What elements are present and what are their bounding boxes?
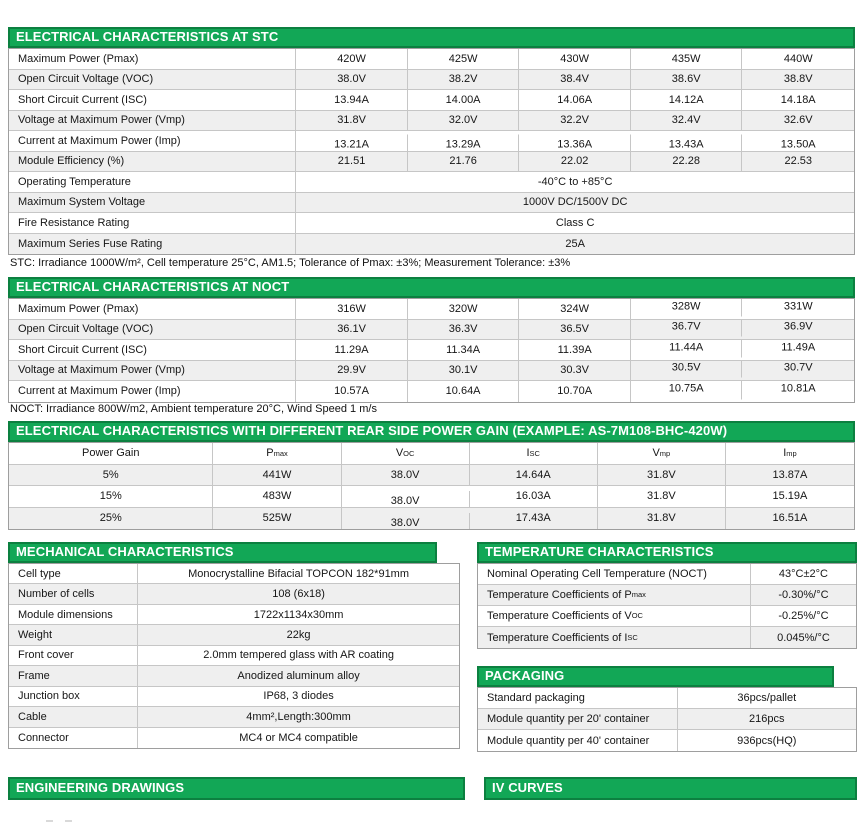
row-label: Short Circuit Current (ISC) [9,90,296,110]
cell-value: Monocrystalline Bifacial TOPCON 182*91mm [188,567,410,580]
cell-value: 36pcs/pallet [737,692,797,704]
cell-value: 14.12A [631,90,743,110]
cell-value: 31.8V [598,486,726,507]
table-row [478,709,856,730]
cell-value: 936pcs(HQ) [737,734,797,747]
cell-value: -0.25%/°C [778,610,829,622]
cell-value: 525W [213,508,341,530]
stc-note: STC: Irradiance 1000W/m², Cell temperature 25°C, AM1.5; Tolerance of Pmax: ±3%; Measurement Tolerance: ±3% [10,257,571,269]
cell-value: 13.87A [772,468,808,481]
cell-value: 11.29A [296,340,408,360]
cell-value: 10.70A [519,381,631,402]
row-label: Cable [9,707,138,726]
cell-value: 30.1V [408,361,520,381]
cell-value: 22.53 [784,155,812,168]
cell-value: Anodized aluminum alloy [237,669,360,682]
cell-value: 435W [631,49,743,69]
row-label: Maximum Power (Pmax) [9,299,296,319]
cell-value: 11.34A [408,340,520,360]
cell-value: 43°C±2°C [778,568,828,580]
table-row [9,707,459,727]
cut-off-content [46,809,84,827]
cell-value: 10.81A [780,382,816,395]
cell-value: 31.8V [598,465,726,486]
cell-value: 320W [408,299,520,319]
row-label: Temperature Coefficients of V OC [478,606,751,626]
row-label: Module dimensions [9,605,138,624]
cell-value: 440W [783,52,813,65]
cell-value: 30.7V [783,361,813,374]
cell-value: 14.64A [470,465,598,486]
table-row [9,234,854,255]
cell-value: 108 (6x18) [272,588,325,601]
cell-value: IP68, 3 diodes [263,690,334,703]
row-label: Module quantity per 40' container [478,730,678,751]
cell-value: 22.28 [631,152,743,172]
packaging-table [477,687,857,752]
mechanical-table [8,563,460,749]
row-label: Current at Maximum Power (Imp) [9,381,296,402]
cell-value: 14.18A [780,93,816,106]
cell-value: 38.4V [519,70,631,90]
cell-value: 430W [519,49,631,69]
row-label: Weight [9,625,138,644]
section-header-temperature: TEMPERATURE CHARACTERISTICS [477,542,857,563]
table-row [9,465,854,487]
cell-value: 25A [565,237,585,250]
row-label: Current at Maximum Power (Imp) [9,131,296,151]
table-row [9,152,854,173]
cell-value: 32.6V [783,114,813,127]
table-row [478,688,856,709]
cell-value: 38.8V [783,73,813,86]
table-row [9,193,854,214]
cell-value: Class C [555,216,595,229]
row-label: Maximum Series Fuse Rating [9,234,296,255]
cell-value: 21.76 [408,152,520,172]
table-row [9,49,854,70]
row-label: Frame [9,666,138,685]
cell-value: 17.43A [470,508,598,530]
table-row [9,213,854,234]
table-row [9,646,459,666]
cell-value: 10.75A [631,381,743,399]
cell-value: 15% [9,486,213,507]
cell-value: -40°C to +85°C [537,175,613,188]
cell-value: 13.29A [408,135,520,152]
cell-value: 38.0V [342,491,470,508]
table-row [9,687,459,707]
row-label: Open Circuit Voltage (VOC) [9,320,296,340]
table-row [478,730,856,751]
cell-value: 328W [631,299,743,316]
cell-value: 30.3V [519,361,631,381]
stc-table [8,48,855,255]
cell-value: MC4 or MC4 compatible [239,731,358,744]
cell-value: 38.2V [408,70,520,90]
cell-value: 331W [783,300,813,313]
table-row [9,340,854,361]
cell-value: 32.4V [631,111,743,131]
cell-value: 441W [213,465,341,486]
cell-value: 32.0V [408,111,520,131]
row-label: Maximum Power (Pmax) [9,49,296,69]
section-header-packaging: PACKAGING [477,666,834,687]
table-row [9,728,459,748]
row-label: Voltage at Maximum Power (Vmp) [9,361,296,381]
cell-value: 0.045%/°C [777,631,830,644]
row-label: Nominal Operating Cell Temperature (NOCT) [478,564,751,584]
section-header-stc: ELECTRICAL CHARACTERISTICS AT STC [8,27,855,48]
cell-value: 36.1V [296,320,408,340]
column-header: I mp [783,447,797,460]
row-label: Temperature Coefficients of P max [478,585,751,605]
row-label: Temperature Coefficients of I SC [478,627,751,648]
cell-value: -0.30%/°C [778,589,829,601]
cell-value: 38.0V [342,465,470,486]
column-header: P max [213,443,341,464]
row-label: Module quantity per 20' container [478,709,678,729]
table-row [9,666,459,686]
cell-value: 420W [296,49,408,69]
row-label: Open Circuit Voltage (VOC) [9,70,296,90]
section-header-mechanical: MECHANICAL CHARACTERISTICS [8,542,437,563]
cell-value: 31.8V [296,111,408,131]
cell-value: 38.0V [296,70,408,90]
cell-value: 31.8V [598,508,726,530]
row-label: Front cover [9,646,138,665]
gain-header-row [9,443,854,465]
table-row [9,625,459,645]
row-label: Standard packaging [478,688,678,708]
cell-value: 11.49A [781,341,816,354]
table-row [9,320,854,341]
cell-value: 32.2V [519,111,631,131]
table-row [9,584,459,604]
cell-value: 483W [213,486,341,507]
cell-value: 14.06A [519,90,631,110]
column-header: Power Gain [9,443,213,464]
row-label: Number of cells [9,584,138,603]
cell-value: 38.0V [342,513,470,530]
cell-value: 36.3V [408,320,520,340]
table-row [9,361,854,382]
cell-value: 10.64A [408,381,520,402]
row-label: Maximum System Voltage [9,193,296,213]
section-header-iv-curves: IV CURVES [484,777,857,800]
cell-value: 13.43A [631,135,743,152]
cell-value: 1000V DC/1500V DC [522,196,628,209]
cell-value: 36.9V [783,320,813,333]
temperature-table [477,563,857,649]
row-label: Cell type [9,564,138,583]
cell-value: 11.44A [631,340,743,357]
section-header-noct: ELECTRICAL CHARACTERISTICS AT NOCT [8,277,855,298]
cell-value: 11.39A [519,340,631,360]
table-row [9,299,854,320]
cell-value: 316W [296,299,408,319]
cell-value: 22.02 [519,152,631,172]
table-row [9,508,854,530]
table-row [478,564,856,585]
section-header-rear-gain: ELECTRICAL CHARACTERISTICS WITH DIFFERENT REAR SIDE POWER GAIN (EXAMPLE: AS-7M108-BHC-420W) [8,421,855,442]
cell-value: 324W [519,299,631,319]
row-label: Voltage at Maximum Power (Vmp) [9,111,296,131]
cell-value: 4mm²,Length:300mm [246,710,351,723]
noct-table [8,298,855,403]
column-header: V mp [598,443,726,464]
cell-value: 29.9V [296,361,408,381]
table-row [9,486,854,508]
cell-value: 36.7V [631,320,743,337]
table-row [9,131,854,152]
cell-value: 10.57A [296,381,408,402]
cell-value: 14.00A [408,90,520,110]
cell-value: 13.21A [296,135,408,152]
cell-value: 36.5V [519,320,631,340]
cell-value: 425W [408,49,520,69]
cell-value: 21.51 [296,152,408,172]
noct-note: NOCT: Irradiance 800W/m2, Ambient temperature 20°C, Wind Speed 1 m/s [10,403,377,415]
row-label: Short Circuit Current (ISC) [9,340,296,360]
cell-value: 38.6V [631,70,743,90]
column-header: I SC [470,443,598,464]
table-row [9,111,854,132]
table-row [9,605,459,625]
cell-value: 13.94A [296,90,408,110]
cell-value: 5% [9,465,213,486]
table-row [9,564,459,584]
cell-value: 1722x1134x30mm [253,608,344,621]
section-header-engineering-drawings: ENGINEERING DRAWINGS [8,777,465,800]
cell-value: 13.50A [780,138,816,151]
rear-gain-table [8,442,855,530]
row-label: Fire Resistance Rating [9,213,296,233]
table-row [9,172,854,193]
cell-value: 15.19A [772,490,808,503]
row-label: Junction box [9,687,138,706]
table-row [9,70,854,91]
cell-value: 22kg [286,629,311,642]
cell-value: 16.51A [772,512,808,525]
cell-value: 30.5V [631,361,743,378]
cell-value: 2.0mm tempered glass with AR coating [203,649,394,662]
table-row [478,585,856,606]
table-row [478,606,856,627]
table-row [9,381,854,402]
table-row [478,627,856,648]
column-header: V OC [342,443,470,464]
row-label: Module Efficiency (%) [9,152,296,172]
row-label: Connector [9,728,138,748]
cell-value: 25% [9,508,213,530]
cell-value: 216pcs [749,713,785,725]
cell-value: 16.03A [470,486,598,507]
row-label: Operating Temperature [9,172,296,192]
cell-value: 13.36A [519,135,631,152]
table-row [9,90,854,111]
